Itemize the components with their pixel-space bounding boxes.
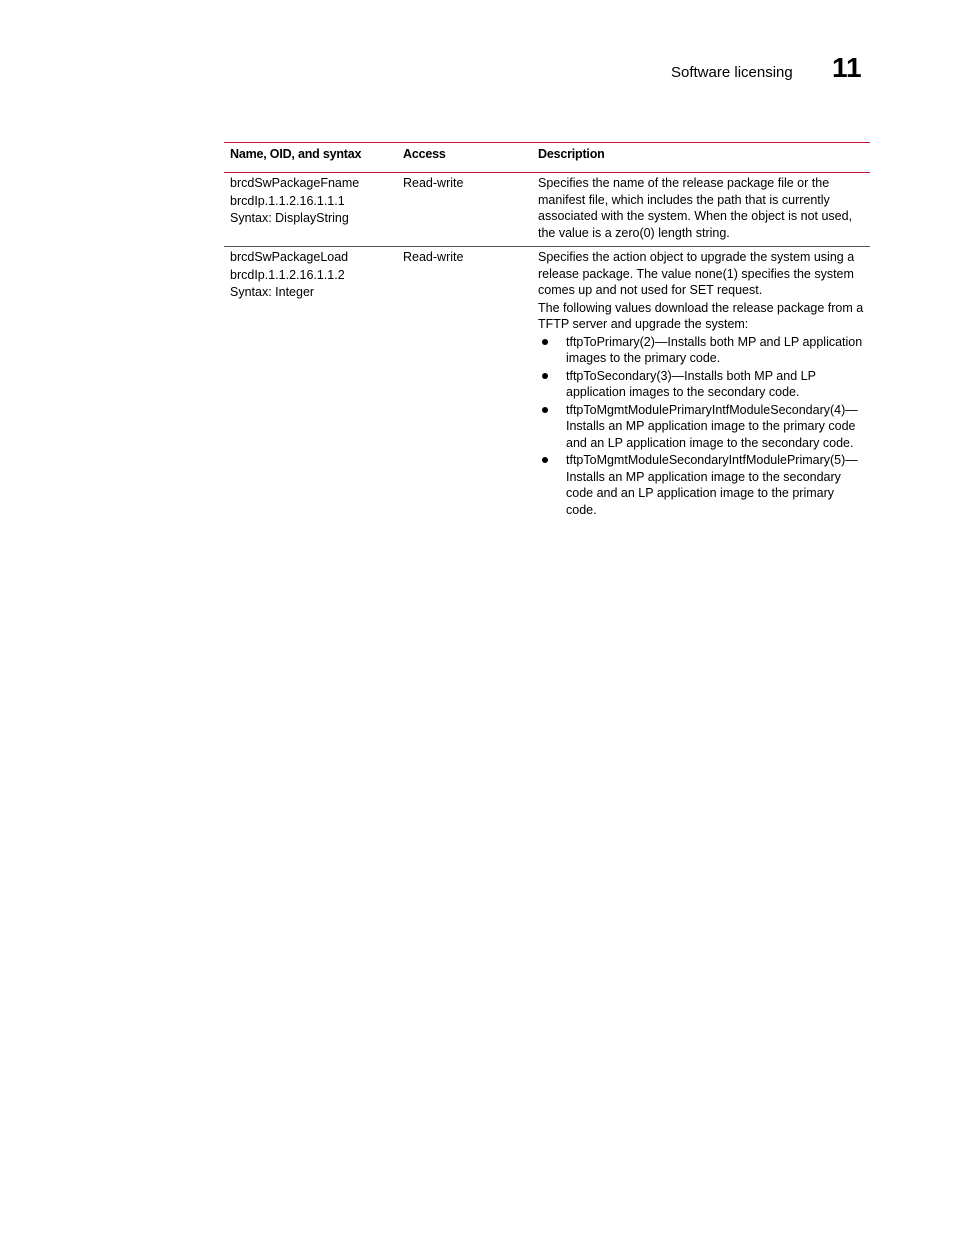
access-cell: Read-write xyxy=(403,176,464,190)
description-cell xyxy=(538,175,868,242)
description-paragraph: Specifies the action object to upgrade the system using a release package. The value none(1) specifies the system comes up and not used for SET request. xyxy=(538,250,855,297)
list-item-text: tftpToMgmtModuleSecondaryIntfModulePrimary(5)—Installs an MP application image to the secondary code and an LP application image to the primary code. xyxy=(566,453,858,517)
column-header-access: Access xyxy=(403,147,446,161)
table-row xyxy=(224,247,870,527)
object-oid: brcdIp.1.1.2.16.1.1.1 xyxy=(230,193,345,208)
access-cell: Read-write xyxy=(403,250,464,264)
object-name: brcdSwPackageLoad xyxy=(230,250,349,264)
column-header-name: Name, OID, and syntax xyxy=(230,147,362,161)
bullet-icon xyxy=(542,339,548,345)
object-name: brcdSwPackageFname xyxy=(230,176,360,190)
value-list xyxy=(538,334,868,519)
bullet-icon xyxy=(542,373,548,379)
list-item-text: tftpToMgmtModulePrimaryIntfModuleSecondary(4)—Installs an MP application image to the primary code and an LP application image to the secondary code. xyxy=(566,402,858,450)
table-row xyxy=(224,173,870,246)
bullet-icon xyxy=(542,457,548,463)
description-cell xyxy=(538,249,868,519)
list-item xyxy=(538,402,868,452)
list-item xyxy=(538,452,868,518)
table-header-row xyxy=(224,143,870,172)
mib-objects-table xyxy=(224,142,870,527)
bullet-icon xyxy=(542,407,548,413)
object-name-cell xyxy=(230,249,390,302)
description-paragraph: Specifies the name of the release package file or the manifest file, which includes the path that is currently associated with the system. When the object is not used, the value is a zero(0) length string. xyxy=(538,176,853,240)
list-item xyxy=(538,368,868,401)
object-syntax: Syntax: Integer xyxy=(230,285,315,299)
list-item xyxy=(538,334,868,367)
description-paragraph: The following values download the release package from a TFTP server and upgrade the system: xyxy=(538,300,864,331)
object-name-cell xyxy=(230,175,390,228)
section-title: Software licensing xyxy=(671,64,793,81)
chapter-number: 11 xyxy=(832,52,862,83)
list-item-text: tftpToPrimary(2)—Installs both MP and LP application images to the primary code. xyxy=(566,334,863,365)
column-header-description: Description xyxy=(538,147,605,161)
object-syntax: Syntax: DisplayString xyxy=(230,211,349,225)
list-item-text: tftpToSecondary(3)—Installs both MP and LP application images to the secondary code. xyxy=(566,368,816,399)
object-oid: brcdIp.1.1.2.16.1.1.2 xyxy=(230,267,345,282)
